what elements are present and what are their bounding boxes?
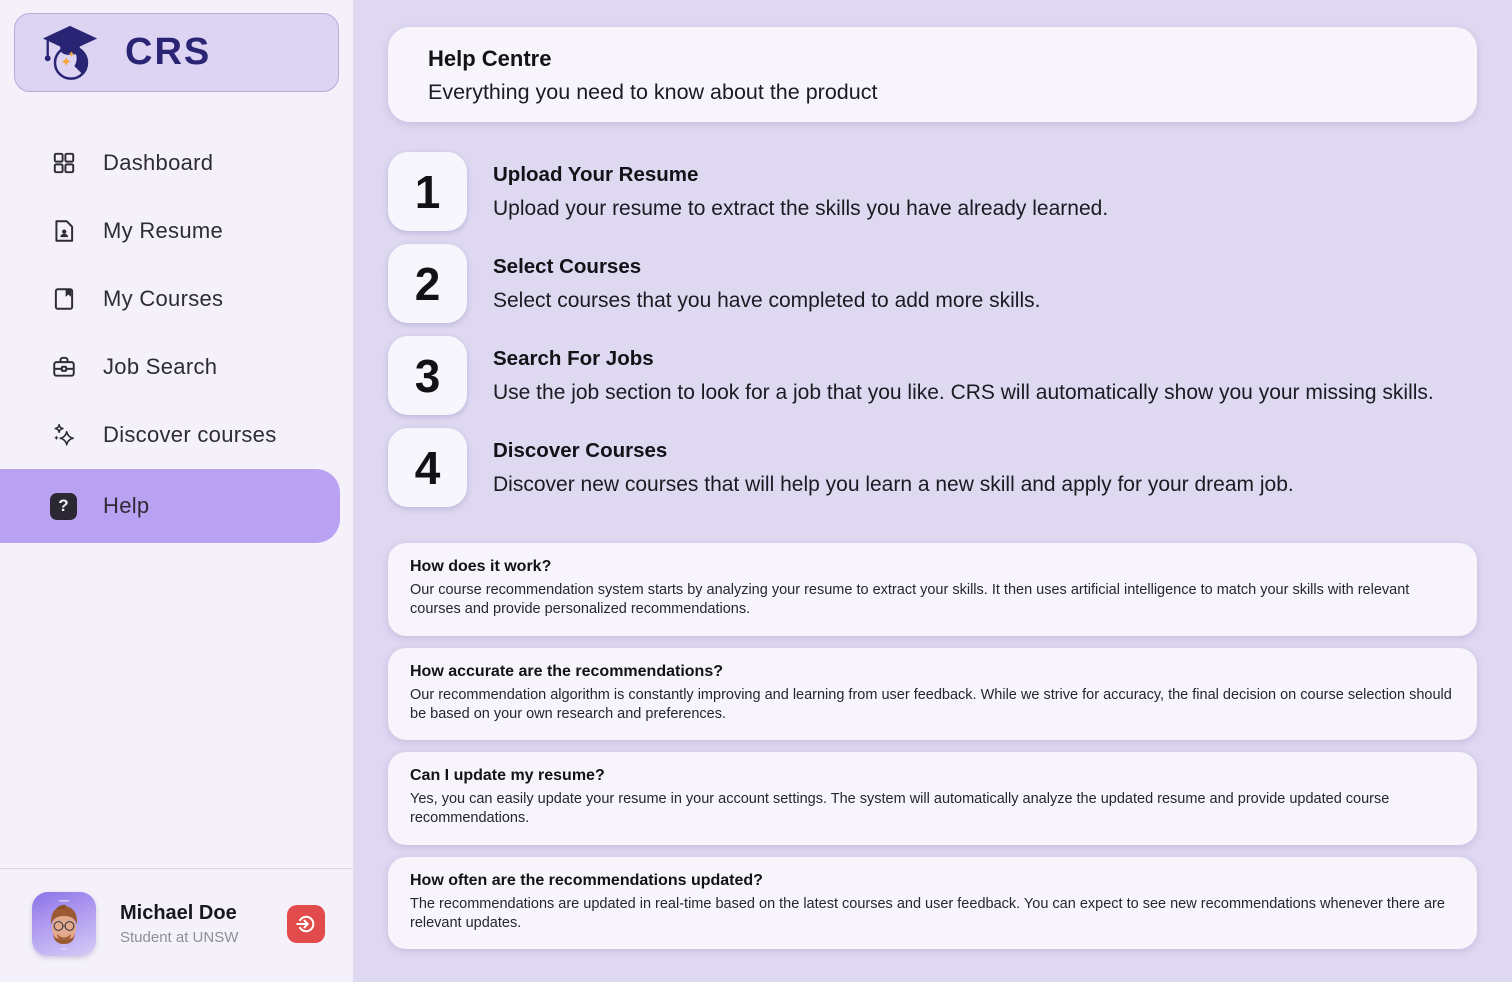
sidebar-item-label: Dashboard (103, 150, 214, 175)
sidebar-item-dashboard[interactable] (0, 129, 340, 197)
sidebar-nav (0, 129, 340, 543)
faq-card-accuracy (388, 648, 1477, 741)
step-number: 4 (388, 428, 467, 507)
faq-question: How accurate are the recommendations? (410, 662, 723, 680)
sparkles-icon (50, 422, 77, 449)
step-description: Use the job section to look for a job that you like. CRS will automatically show you your missing skills. (493, 381, 1434, 404)
crs-logo-icon (39, 22, 101, 84)
app-name: CRS (125, 31, 212, 73)
faq-list (388, 543, 1477, 949)
profile-name: Michael Doe (120, 902, 237, 924)
faq-answer: The recommendations are updated in real-time based on the latest courses and user feedback. You can expect to see new recommendations whenever there are relevant updates. (410, 895, 1445, 931)
app-logo (14, 13, 339, 92)
step-description: Discover new courses that will help you learn a new skill and apply for your dream job. (493, 473, 1294, 496)
sign-out-icon (294, 912, 318, 936)
avatar (32, 892, 96, 956)
sidebar-item-job-search[interactable] (0, 333, 340, 401)
user-profile (0, 869, 353, 982)
profile-role: Student at UNSW (120, 929, 239, 946)
main-content (353, 0, 1512, 982)
sidebar-item-label: My Resume (103, 218, 224, 243)
faq-answer: Yes, you can easily update your resume in your account settings. The system will automatically analyze the updated resume and provide updated course recommendations. (410, 791, 1390, 827)
step-item-4 (388, 428, 1477, 507)
steps-list (388, 152, 1477, 507)
sidebar-item-help[interactable] (0, 469, 340, 543)
faq-question: How does it work? (410, 558, 552, 575)
sidebar-item-label: Job Search (103, 354, 218, 379)
step-number: 3 (388, 336, 467, 415)
logout-button[interactable] (287, 905, 325, 943)
sidebar-item-label: Discover courses (103, 422, 277, 447)
faq-answer: Our course recommendation system starts by analyzing your resume to extract your skills. It then uses artificial intelligence to match your skills with relevant courses and provide personalized recommendations. (410, 582, 1410, 618)
step-item-2 (388, 244, 1477, 323)
faq-card-update-resume (388, 752, 1477, 845)
sidebar-item-discover-courses[interactable] (0, 401, 340, 469)
sidebar-item-my-resume[interactable] (0, 197, 340, 265)
faq-card-update-frequency (388, 857, 1477, 950)
resume-icon (50, 218, 77, 245)
sidebar-item-label: Help (103, 493, 150, 518)
briefcase-icon (50, 354, 77, 381)
step-title: Discover Courses (493, 439, 668, 462)
step-description: Upload your resume to extract the skills you have already learned. (493, 197, 1109, 220)
faq-answer: Our recommendation algorithm is constantly improving and learning from user feedback. While we strive for accuracy, the final decision on course selection should be based on your own research and preferences. (410, 686, 1452, 722)
sidebar-item-label: My Courses (103, 286, 224, 311)
step-number: 2 (388, 244, 467, 323)
help-centre-header (388, 27, 1477, 122)
book-icon (50, 286, 77, 313)
grid-icon (50, 150, 77, 177)
sidebar-item-my-courses[interactable] (0, 265, 340, 333)
question-mark-icon: ? (50, 493, 77, 520)
faq-card-how-it-works (388, 543, 1477, 636)
step-title: Select Courses (493, 255, 642, 278)
page-title: Help Centre (428, 46, 552, 71)
step-item-3 (388, 336, 1477, 415)
page-subtitle: Everything you need to know about the product (428, 80, 878, 104)
step-item-1 (388, 152, 1477, 231)
faq-question: Can I update my resume? (410, 767, 605, 785)
sidebar (0, 0, 353, 982)
faq-question: How often are the recommendations updated? (410, 871, 763, 889)
step-title: Upload Your Resume (493, 163, 699, 186)
step-title: Search For Jobs (493, 347, 654, 370)
step-description: Select courses that you have completed to add more skills. (493, 289, 1041, 312)
step-number: 1 (388, 152, 467, 231)
